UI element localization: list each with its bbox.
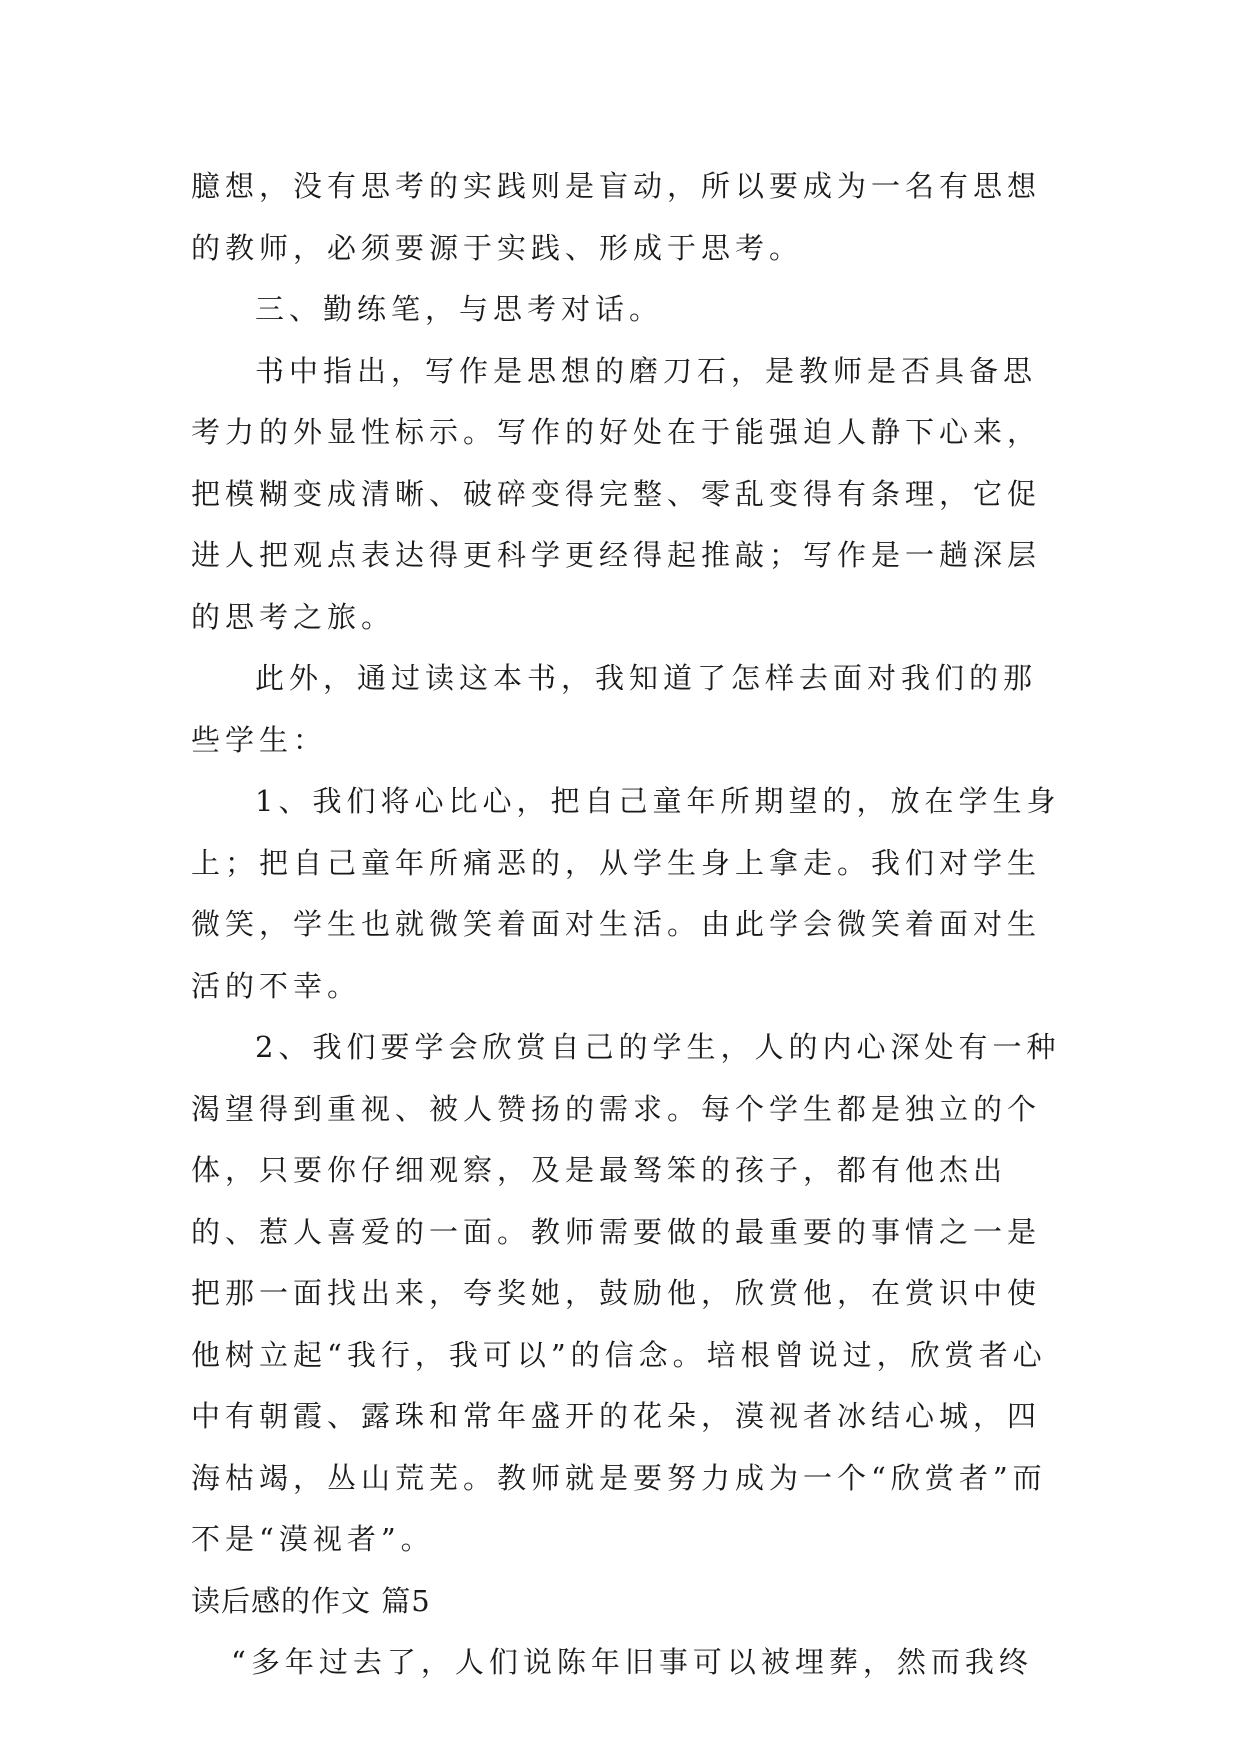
paragraph-item-two: 2、我们要学会欣赏自己的学生，人的内心深处有一种渴望得到重视、被人赞扬的需求。每个学生都是独立的个体，只要你仔细观察，及是最驽笨的孩子，都有他杰出的、惹人喜爱的一面。教师需要做的最重要的事情之一是把那一面找出来，夸奖她，鼓励他，欣赏他，在赏识中使他树立起“我行，我可以”的信念。培根曾说过，欣赏者心中有朝霞、露珠和常年盛开的花朵，漠视者冰结心城，四海枯竭，丛山荒芜。教师就是要努力成为一个“欣赏者”而不是“漠视者”。 <box>191 1030 1061 1556</box>
paragraph-item-one: 1、我们将心比心，把自己童年所期望的，放在学生身上；把自己童年所痛恶的，从学生身上拿走。我们对学生微笑，学生也就微笑着面对生活。由此学会微笑着面对生活的不幸。 <box>191 784 1061 1003</box>
paragraph-besides: 此外，通过读这本书，我知道了怎样去面对我们的那些学生： <box>191 661 1038 757</box>
paragraph-continuation: 臆想，没有思考的实践则是盲动，所以要成为一名有思想的教师，必须要源于实践、形成于思考。 <box>191 169 1042 265</box>
essay-first-paragraph: “多年过去了，人们说陈年旧事可以被埋葬，然而我终 <box>231 1645 1033 1679</box>
paragraph-writing: 书中指出，写作是思想的磨刀石，是教师是否具备思考力的外显性标示。写作的好处在于能强迫人静下心来，把模糊变成清晰、破碎变得完整、零乱变得有条理，它促进人把观点表达得更科学更经得起推敲；写作是一趟深层的思考之旅。 <box>191 353 1042 634</box>
essay-heading: 读后感的作文 篇5 <box>191 1583 431 1618</box>
paragraph-section-three: 三、勤练笔，与思考对话。 <box>255 292 664 326</box>
document-body <box>191 156 1061 1694</box>
